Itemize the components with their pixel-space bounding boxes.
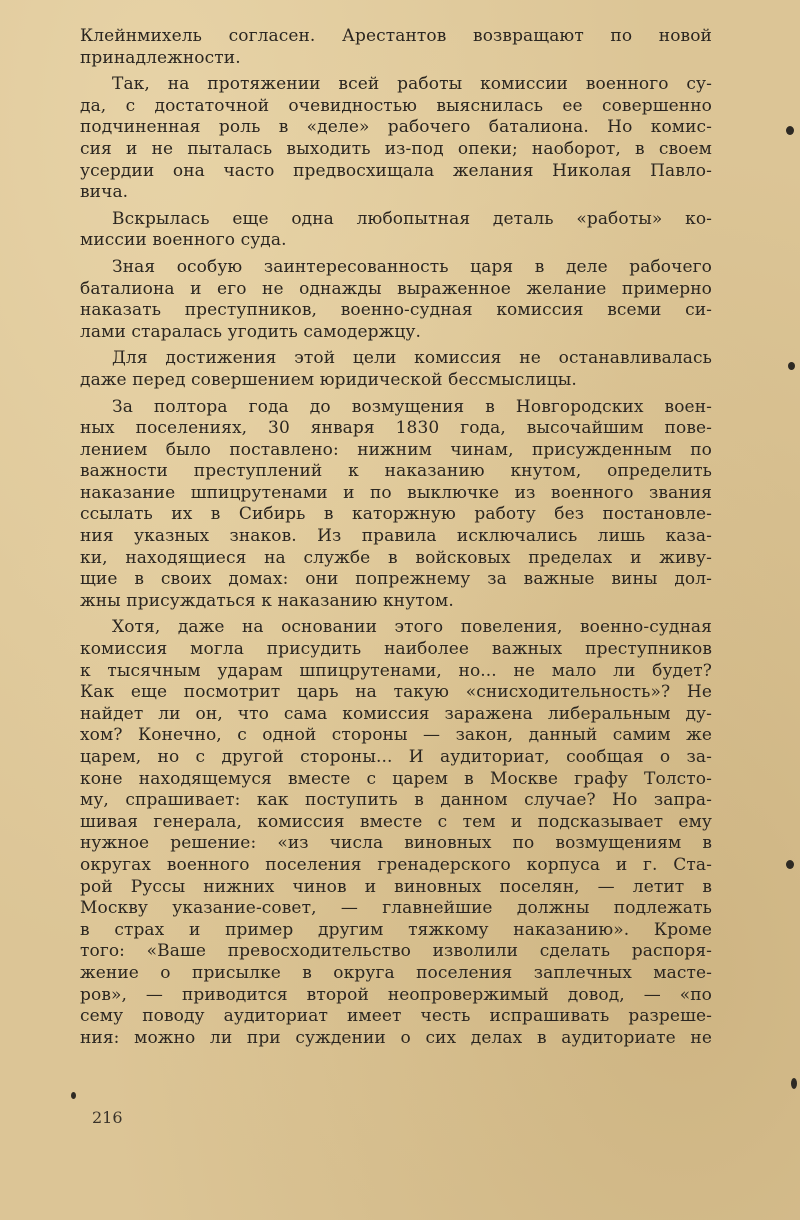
text-line: миссии военного суда. [80, 230, 287, 251]
text-line: Москву указание-совет, — главнейшие должны подлежать [80, 898, 712, 919]
text-line: хом? Конечно, с одной стороны — закон, данный самим же [80, 725, 712, 746]
text-line: принадлежности. [80, 47, 241, 68]
text-line: найдет ли он, что сама комиссия заражена либеральным ду- [80, 703, 712, 724]
text-line: Для достижения этой цели комиссия не останавливалась [112, 348, 712, 369]
page-number: 216 [92, 1108, 123, 1127]
text-line: За полтора года до возмущения в Новгородских воен- [112, 396, 712, 417]
text-line: даже перед совершением юридической бессмыслицы. [80, 369, 577, 390]
text-line: да, с достаточной очевидностью выяснилась ее совершенно [80, 95, 712, 116]
ink-speck [791, 1078, 797, 1089]
text-line: Клейнмихель согласен. Арестантов возвращают по новой [80, 26, 712, 46]
ink-speck [786, 126, 794, 135]
text-line: того: «Ваше превосходительство изволили сделать распоря- [80, 941, 712, 962]
text-line: царем, но с другой стороны... И аудиториат, сообщая о за- [80, 747, 712, 767]
text-line: Как еще посмотрит царь на такую «снисходительность»? Не [80, 682, 712, 703]
text-line: щие в своих домах: они попрежнему за важные вины дол- [80, 569, 712, 590]
text-line: ссылать их в Сибирь в каторжную работу без постановле- [80, 504, 712, 525]
text-line: ров», — приводится второй неопровержимый довод, — «по [80, 984, 712, 1005]
text-line: важности преступлений к наказанию кнутом, определить [80, 461, 712, 482]
text-line: в страх и пример другим тяжкому наказанию». Кроме [80, 919, 712, 940]
text-line: Вскрылась еще одна любопытная деталь «работы» ко- [112, 208, 712, 229]
text-line: ных поселениях, 30 января 1830 года, высочайшим пове- [80, 418, 712, 439]
text-line: комиссия могла присудить наиболее важных преступников [80, 639, 712, 660]
ink-speck [786, 860, 794, 869]
text-line: Хотя, даже на основании этого повеления, военно-судная [112, 617, 712, 638]
text-line: наказание шпицрутенами и по выключке из военного звания [80, 482, 712, 503]
text-line: ния: можно ли при суждении о сих делах в аудиториате не [80, 1027, 712, 1048]
text-line: сия и не пыталась выходить из-под опеки; наоборот, в своем [80, 138, 712, 159]
text-line: усердии она часто предвосхищала желания Николая Павло- [80, 160, 712, 181]
text-line: вича. [80, 182, 129, 203]
text-line: сему поводу аудиториат имеет честь испрашивать разреше- [80, 1006, 712, 1027]
body-text [80, 26, 712, 1049]
text-line: нужное решение: «из числа виновных по возмущениям в [80, 833, 712, 854]
text-line: лением было поставлено: нижним чинам, присужденным по [80, 439, 712, 460]
ink-speck [788, 362, 795, 370]
text-line: шивая генерала, комиссия вместе с тем и подсказывает ему [80, 811, 712, 832]
text-line: к тысячным ударам шпицрутенами, но... не мало ли будет? [80, 660, 712, 681]
text-line: му, спрашивает: как поступить в данном случае? Но запра- [80, 790, 712, 811]
text-line: ния указных знаков. Из правила исключались лишь каза- [80, 526, 712, 547]
text-line: жение о присылке в округа поселения заплечных масте- [80, 962, 712, 983]
text-line: баталиона и его не однажды выраженное желание примерно [80, 278, 712, 299]
text-line: Зная особую заинтересованность царя в деле рабочего [112, 256, 712, 277]
text-line: жны присуждаться к наказанию кнутом. [80, 590, 454, 611]
text-line: коне находящемуся вместе с царем в Москве графу Толсто- [80, 768, 712, 789]
text-line: лами старалась угодить самодержцу. [80, 321, 421, 342]
text-line: наказать преступников, военно-судная комиссия всеми си- [80, 300, 712, 321]
text-line: рой Руссы нижних чинов и виновных поселян, — летит в [80, 876, 712, 897]
text-line: ки, находящиеся на службе в войсковых пределах и живу- [80, 547, 712, 568]
text-line: округах военного поселения гренадерского корпуса и г. Ста- [80, 854, 712, 875]
ink-speck [71, 1092, 76, 1099]
text-line: подчиненная роль в «деле» рабочего баталиона. Но комис- [80, 117, 712, 138]
text-line: Так, на протяжении всей работы комиссии военного су- [112, 74, 712, 95]
